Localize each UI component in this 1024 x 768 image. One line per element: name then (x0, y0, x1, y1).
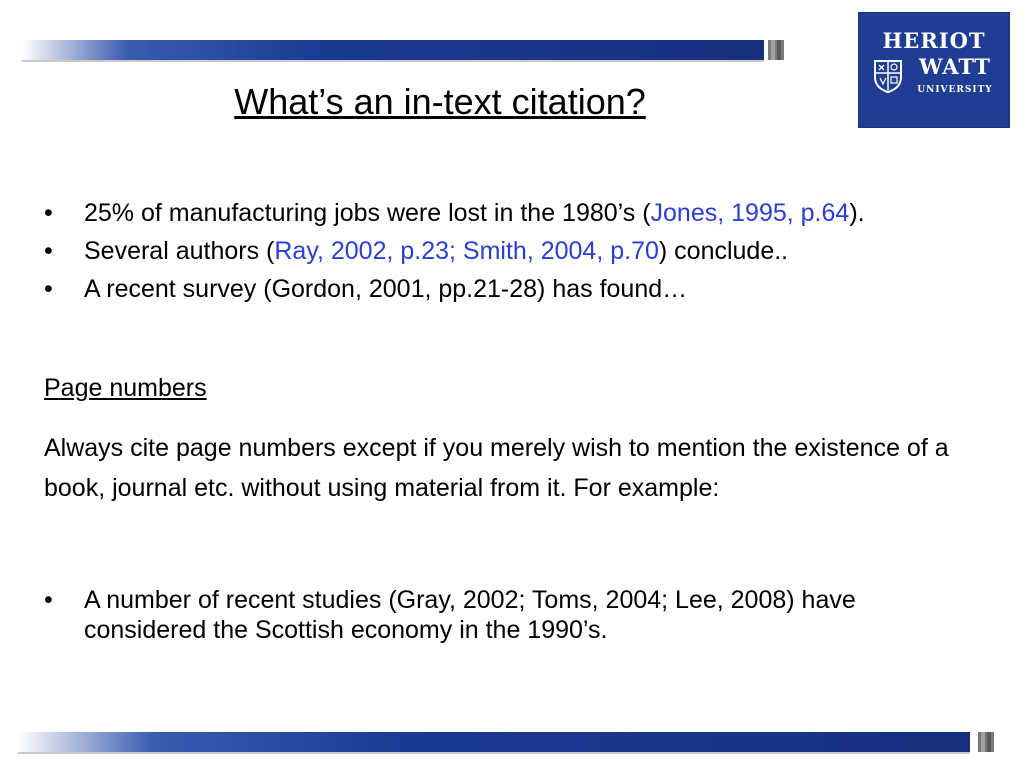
slide-title: What’s an in-text citation? (234, 81, 646, 122)
top-decorative-bar (22, 40, 764, 62)
bullet-text: Several authors ( (84, 237, 275, 265)
list-item (44, 198, 984, 228)
logo-line-1: HERIOT (882, 28, 986, 53)
bottom-bar-end-cap (978, 732, 994, 752)
citation-text: Jones, 1995, p.64 (650, 199, 850, 227)
bullet-icon: • (44, 237, 53, 265)
list-item (44, 236, 984, 266)
logo-line-3: UNIVERSITY (917, 85, 993, 95)
section-heading: Page numbers (44, 374, 207, 402)
body-paragraph: Always cite page numbers except if you merely wish to mention the existence of a book, journal etc. without using material from it. For example: (44, 434, 949, 502)
logo-line-2: WATT (919, 54, 991, 79)
bullet-text-end: ). (849, 199, 865, 227)
bullet-text: A number of recent studies (Gray, 2002; Toms, 2004; Lee, 2008) have considered the Scottish economy in the 1990’s. (84, 586, 856, 644)
bottom-decorative-bar (18, 732, 970, 754)
example-list (44, 585, 984, 653)
citation-text: Ray, 2002, p.23; Smith, 2004, p.70 (274, 237, 659, 265)
list-item (44, 274, 984, 304)
crest-icon (873, 59, 903, 93)
list-item (44, 585, 984, 645)
citation-examples-list (44, 198, 984, 312)
top-bar-end-cap (768, 40, 784, 60)
bullet-icon: • (44, 586, 53, 614)
bullet-icon: • (44, 199, 53, 227)
bullet-icon: • (44, 275, 53, 303)
bullet-text: A recent survey (Gordon, 2001, pp.21-28) has found… (84, 275, 688, 303)
bullet-text-end: ) conclude.. (658, 237, 789, 265)
bullet-text: 25% of manufacturing jobs were lost in the 1980’s ( (84, 199, 651, 227)
heriot-watt-logo (858, 12, 1010, 128)
